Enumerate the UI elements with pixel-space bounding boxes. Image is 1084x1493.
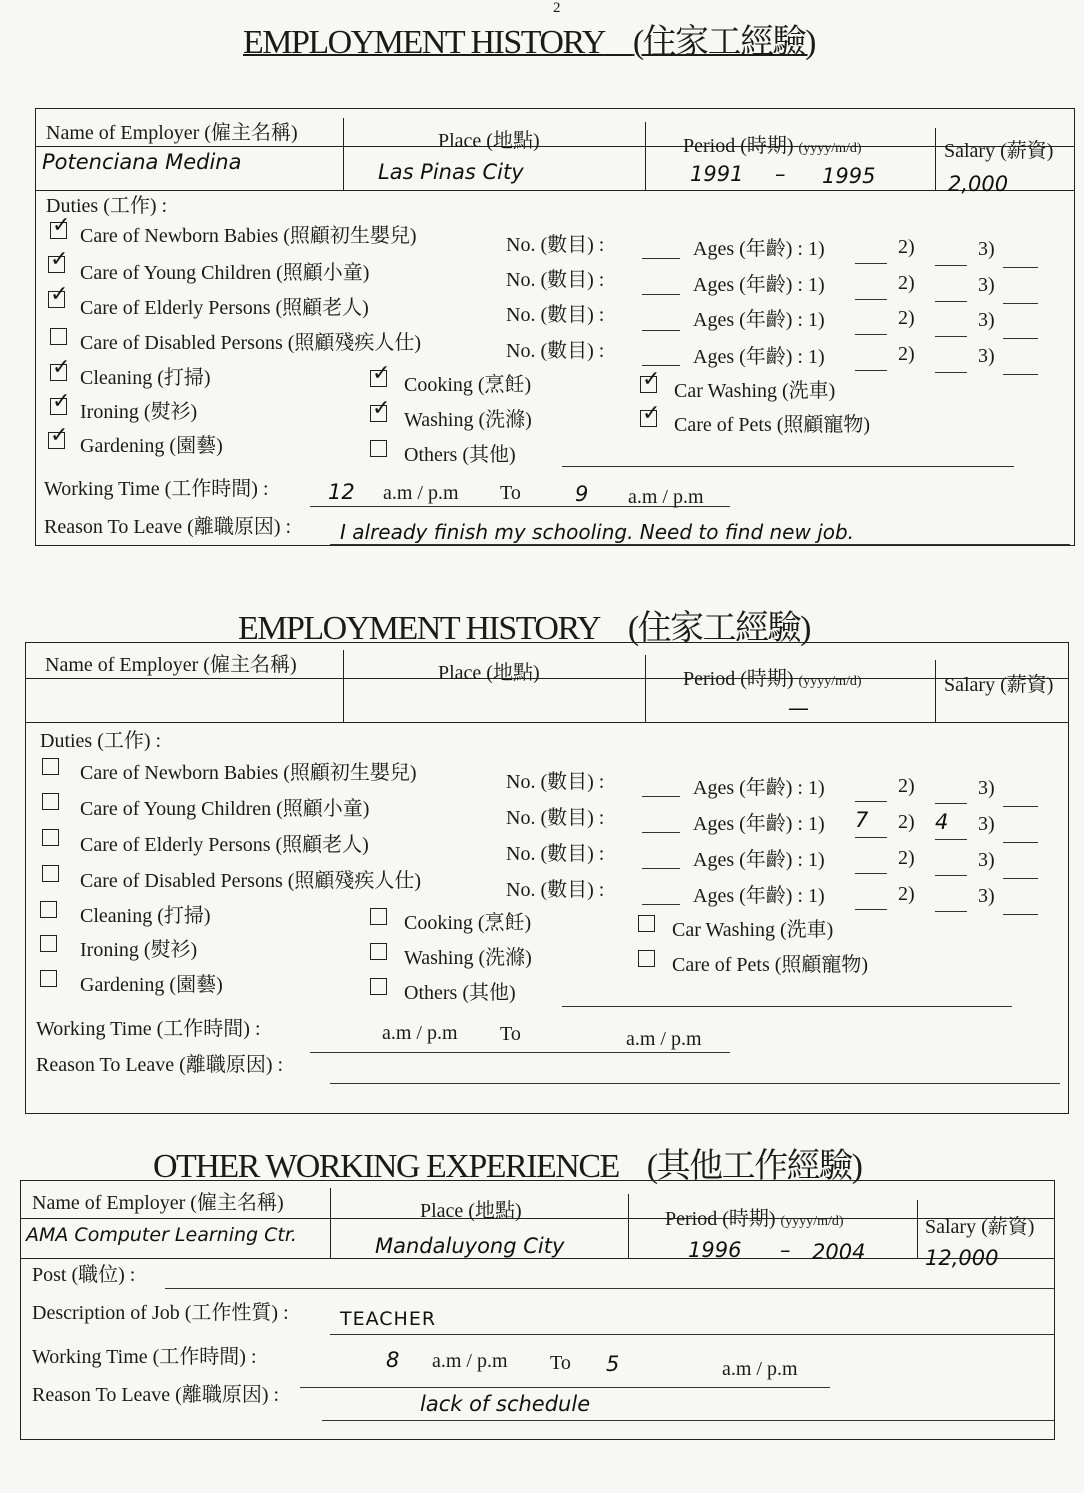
duty-ironing-label: Ironing (熨衫) [80, 939, 198, 961]
checkmark-icon: ✓ [642, 367, 661, 392]
ampm-label: a.m / p.m [383, 482, 459, 504]
ages-label: Ages (年齡) : 1) [693, 346, 825, 368]
checkbox-elderly[interactable] [42, 829, 59, 846]
working-time-label: Working Time (工作時間) : [32, 1346, 257, 1368]
period-separator: – [775, 162, 786, 186]
duty-newborn-label: Care of Newborn Babies (照顧初生嬰兒) [80, 225, 417, 247]
age2-label: 2) [898, 343, 915, 365]
young-age-1-value[interactable]: 7 [855, 808, 869, 832]
duty-car-label: Car Washing (洗車) [674, 380, 836, 402]
duty-cleaning-label: Cleaning (打掃) [80, 367, 211, 389]
age3-label: 3) [978, 345, 995, 367]
to-label: To [500, 1023, 521, 1045]
working-time-from[interactable]: 12 [328, 480, 355, 504]
duty-elderly-label: Care of Elderly Persons (照顧老人) [80, 297, 369, 319]
other-period-from[interactable]: 1996 [688, 1238, 742, 1262]
checkbox-others[interactable] [370, 440, 387, 457]
checkbox-ironing[interactable] [40, 935, 57, 952]
period-dash: — [788, 696, 809, 720]
reason-label: Reason To Leave (離職原因) : [32, 1384, 280, 1406]
reason-label: Reason To Leave (離職原因) : [36, 1054, 284, 1076]
checkbox-cooking[interactable] [370, 908, 387, 925]
period-from-value[interactable]: 1991 [690, 162, 744, 186]
duties-label: Duties (工作) : [40, 730, 162, 752]
age3-label: 3) [978, 238, 995, 260]
checkmark-icon: ✓ [642, 401, 661, 426]
no-label: No. (數目) : [506, 340, 605, 362]
duty-pets-label: Care of Pets (照顧寵物) [674, 414, 871, 436]
salary-value[interactable]: 2,000 [948, 172, 1009, 196]
no-label: No. (數目) : [506, 269, 605, 291]
age3-label: 3) [978, 309, 995, 331]
checkbox-gardening[interactable] [48, 423, 69, 449]
checkbox-ironing[interactable] [50, 389, 71, 415]
duty-others-label: Others (其他) [404, 444, 516, 466]
other-title-text: OTHER WORKING EXPERIENCE [153, 1148, 619, 1185]
checkbox-young-children[interactable] [48, 247, 69, 273]
checkbox-gardening[interactable] [40, 970, 57, 987]
ampm-label: a.m / p.m [382, 1022, 458, 1044]
page-number: 2 [553, 0, 561, 16]
other-time-to[interactable]: 5 [606, 1352, 620, 1376]
section-title-zh: (住家工經驗) [627, 610, 810, 647]
checkbox-elderly[interactable] [48, 282, 69, 308]
checkmark-icon: ✓ [52, 213, 71, 238]
duty-gardening-label: Gardening (園藝) [80, 435, 223, 457]
age3-label: 3) [978, 777, 995, 799]
duty-elderly-label: Care of Elderly Persons (照顧老人) [80, 834, 369, 856]
ages-label: Ages (年齡) : 1) [693, 238, 825, 260]
header-period [683, 129, 862, 158]
checkbox-cooking[interactable] [370, 361, 391, 387]
header-place: Place (地點) [438, 130, 540, 152]
age2-label: 2) [898, 775, 915, 797]
checkbox-pets[interactable] [638, 950, 655, 967]
header-period-label: Period (時期) [683, 135, 794, 157]
age3-label: 3) [978, 885, 995, 907]
description-label: Description of Job (工作性質) : [32, 1302, 289, 1324]
other-salary-value[interactable]: 12,000 [925, 1246, 999, 1270]
checkmark-icon: ✓ [50, 282, 69, 307]
checkbox-cleaning[interactable] [50, 355, 71, 381]
other-place-value[interactable]: Mandaluyong City [375, 1234, 565, 1258]
header-place: Place (地點) [420, 1200, 522, 1222]
duty-pets-label: Care of Pets (照顧寵物) [672, 954, 869, 976]
working-time-label: Working Time (工作時間) : [36, 1018, 261, 1040]
header-period-format: (yyyy/m/d) [798, 674, 862, 689]
header-period-label: Period (時期) [683, 668, 794, 690]
ampm-label: a.m / p.m [432, 1350, 508, 1372]
duty-ironing-label: Ironing (熨衫) [80, 401, 198, 423]
section-title-zh: (住家工經驗) [632, 24, 815, 61]
duty-washing-label: Washing (洗滌) [404, 409, 532, 431]
checkbox-car-washing[interactable] [638, 915, 655, 932]
ages-label: Ages (年齡) : 1) [693, 274, 825, 296]
header-salary: Salary (薪資) [944, 140, 1054, 162]
checkbox-newborn[interactable] [50, 213, 71, 239]
period-to-value[interactable]: 1995 [822, 164, 876, 188]
header-salary: Salary (薪資) [925, 1216, 1035, 1238]
ages-label: Ages (年齡) : 1) [693, 813, 825, 835]
header-place: Place (地點) [438, 662, 540, 684]
description-value[interactable]: TEACHER [340, 1308, 437, 1330]
no-label: No. (數目) : [506, 304, 605, 326]
checkbox-car-washing[interactable] [640, 367, 661, 393]
age3-label: 3) [978, 849, 995, 871]
no-label: No. (數目) : [506, 807, 605, 829]
age3-label: 3) [978, 813, 995, 835]
young-age-2-value[interactable]: 4 [935, 810, 949, 834]
checkmark-icon: ✓ [52, 389, 71, 414]
to-label: To [500, 482, 521, 504]
ages-label: Ages (年齡) : 1) [693, 849, 825, 871]
header-employer: Name of Employer (僱主名稱) [45, 654, 297, 676]
age3-label: 3) [978, 274, 995, 296]
duty-cooking-label: Cooking (烹飪) [404, 374, 532, 396]
ages-label: Ages (年齡) : 1) [693, 309, 825, 331]
post-label: Post (職位) : [32, 1264, 136, 1286]
checkbox-disabled[interactable] [50, 328, 67, 345]
checkbox-cleaning[interactable] [40, 901, 57, 918]
age2-label: 2) [898, 272, 915, 294]
header-period [683, 662, 862, 691]
other-employer-value[interactable]: AMA Computer Learning Ctr. [26, 1224, 297, 1246]
duty-washing-label: Washing (洗滌) [404, 947, 532, 969]
duty-car-label: Car Washing (洗車) [672, 919, 834, 941]
ages-label: Ages (年齡) : 1) [693, 777, 825, 799]
checkbox-washing[interactable] [370, 396, 391, 422]
to-label: To [550, 1352, 571, 1374]
place-value[interactable]: Las Pinas City [378, 160, 524, 184]
duties-label: Duties (工作) : [46, 195, 168, 217]
other-title-zh: (其他工作經驗) [646, 1148, 862, 1185]
duty-gardening-label: Gardening (園藝) [80, 974, 223, 996]
header-period [665, 1202, 844, 1231]
duty-young-label: Care of Young Children (照顧小童) [80, 262, 370, 284]
no-label: No. (數目) : [506, 879, 605, 901]
ampm-label: a.m / p.m [628, 486, 704, 508]
duty-newborn-label: Care of Newborn Babies (照顧初生嬰兒) [80, 762, 417, 784]
checkbox-pets[interactable] [640, 401, 661, 427]
header-salary: Salary (薪資) [944, 674, 1054, 696]
age2-label: 2) [898, 811, 915, 833]
checkmark-icon: ✓ [52, 355, 71, 380]
period-separator: – [780, 1238, 791, 1262]
age2-label: 2) [898, 307, 915, 329]
header-period-format: (yyyy/m/d) [798, 141, 862, 156]
header-employer: Name of Employer (僱主名稱) [32, 1192, 284, 1214]
ampm-label: a.m / p.m [722, 1358, 798, 1380]
checkbox-others[interactable] [370, 978, 387, 995]
checkbox-young-children[interactable] [42, 793, 59, 810]
reason-label: Reason To Leave (離職原因) : [44, 516, 292, 538]
checkmark-icon: ✓ [372, 396, 391, 421]
header-employer: Name of Employer (僱主名稱) [46, 122, 298, 144]
header-period-format: (yyyy/m/d) [780, 1214, 844, 1229]
age2-label: 2) [898, 847, 915, 869]
section-title-text: EMPLOYMENT HISTORY [238, 610, 600, 647]
section-title-text: EMPLOYMENT HISTORY [243, 24, 605, 61]
ampm-label: a.m / p.m [626, 1028, 702, 1050]
checkmark-icon: ✓ [50, 247, 69, 272]
no-label: No. (數目) : [506, 771, 605, 793]
other-time-from[interactable]: 8 [386, 1348, 400, 1372]
working-time-to[interactable]: 9 [575, 482, 589, 506]
no-label: No. (數目) : [506, 843, 605, 865]
no-label: No. (數目) : [506, 234, 605, 256]
section-title-1 [243, 14, 815, 63]
other-period-to[interactable]: 2004 [812, 1240, 866, 1264]
ages-label: Ages (年齡) : 1) [693, 885, 825, 907]
duty-cooking-label: Cooking (烹飪) [404, 912, 532, 934]
reason-value[interactable]: I already finish my schooling. Need to find new job. [340, 520, 855, 544]
checkmark-icon: ✓ [372, 361, 391, 386]
age2-label: 2) [898, 236, 915, 258]
checkbox-disabled[interactable] [42, 865, 59, 882]
duty-others-label: Others (其他) [404, 982, 516, 1004]
duty-cleaning-label: Cleaning (打掃) [80, 905, 211, 927]
employer-name-value[interactable]: Potenciana Medina [42, 150, 242, 174]
checkbox-newborn[interactable] [42, 758, 59, 775]
other-reason-value[interactable]: lack of schedule [420, 1392, 591, 1416]
checkbox-washing[interactable] [370, 943, 387, 960]
working-time-label: Working Time (工作時間) : [44, 478, 269, 500]
duty-young-label: Care of Young Children (照顧小童) [80, 798, 370, 820]
duty-disabled-label: Care of Disabled Persons (照顧殘疾人仕) [80, 332, 422, 354]
header-period-label: Period (時期) [665, 1208, 776, 1230]
duty-disabled-label: Care of Disabled Persons (照顧殘疾人仕) [80, 870, 422, 892]
age2-label: 2) [898, 883, 915, 905]
checkmark-icon: ✓ [50, 423, 69, 448]
